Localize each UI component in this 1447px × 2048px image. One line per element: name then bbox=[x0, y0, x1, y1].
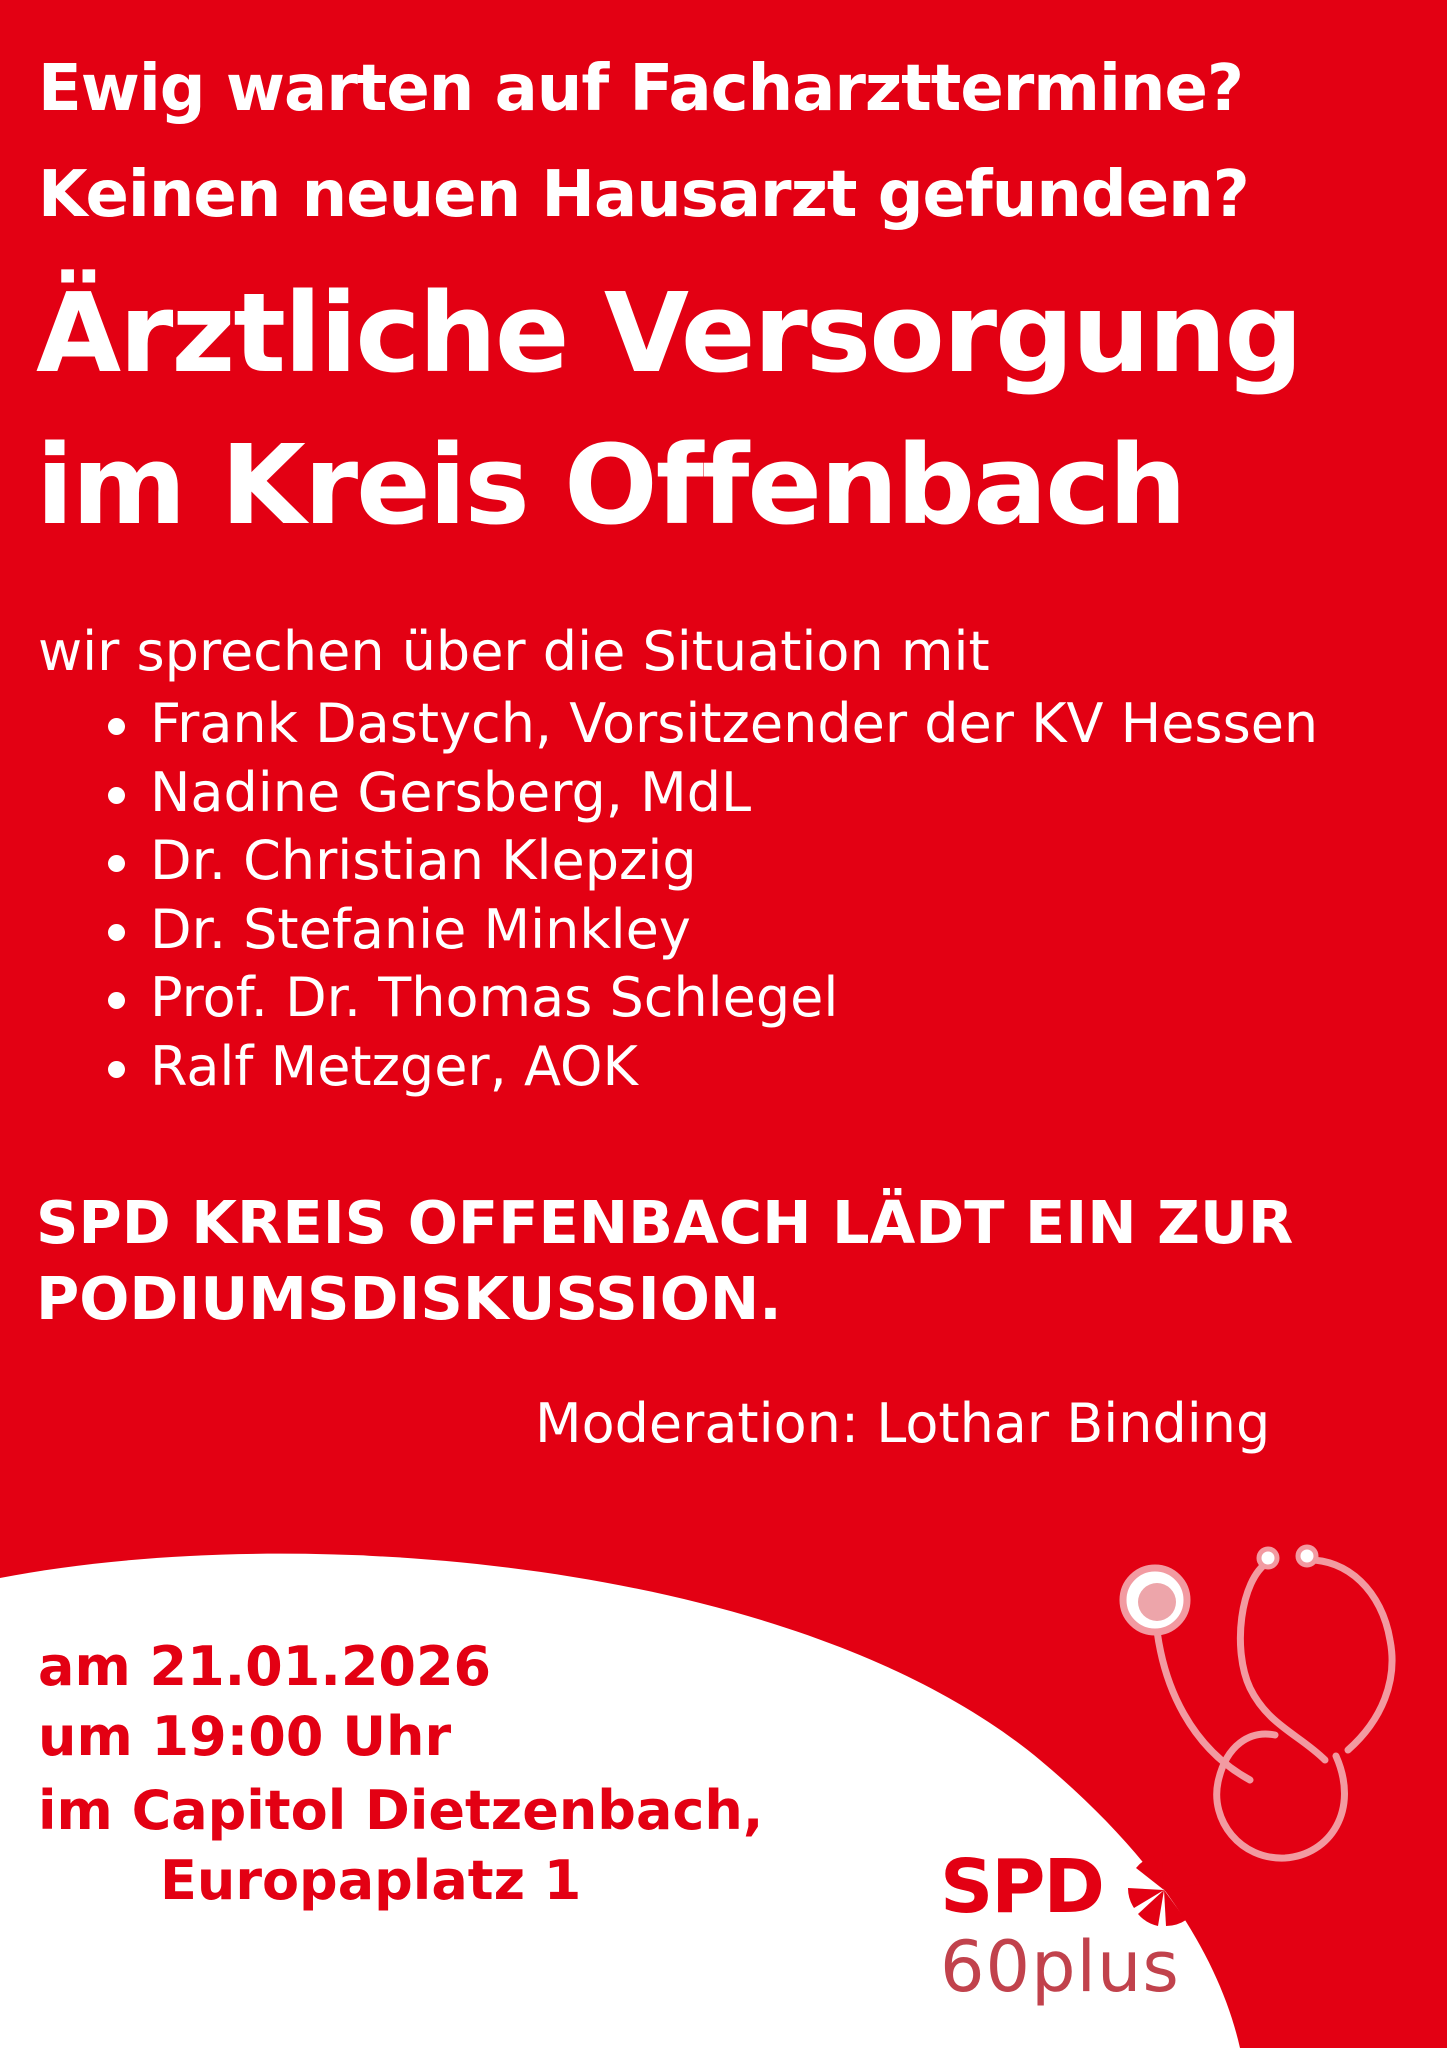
intro-text: wir sprechen über die Situation mit bbox=[38, 620, 990, 683]
event-venue: im Capitol Dietzenbach, bbox=[38, 1779, 764, 1842]
moderation-text: Moderation: Lothar Binding bbox=[535, 1392, 1271, 1455]
speaker-item: Frank Dastych, Vorsitzender der KV Hessen bbox=[150, 690, 1318, 759]
speaker-item: Prof. Dr. Thomas Schlegel bbox=[150, 964, 1318, 1033]
spd-60plus-text: 60plus bbox=[940, 1926, 1180, 2008]
speaker-item: Nadine Gersberg, MdL bbox=[150, 759, 1318, 828]
speaker-item: Dr. Stefanie Minkley bbox=[150, 896, 1318, 965]
invitation-text: SPD KREIS OFFENBACH LÄDT EIN ZUR PODIUMSDISKUSSION. bbox=[36, 1188, 1294, 1333]
event-address: Europaplatz 1 bbox=[160, 1849, 582, 1912]
event-time: um 19:00 Uhr bbox=[38, 1705, 452, 1768]
event-date: am 21.01.2026 bbox=[38, 1635, 492, 1698]
spd-logo-text: SPD bbox=[940, 1844, 1103, 1930]
headline-line-1: Ärztliche Versorgung bbox=[36, 269, 1302, 397]
question-specialist-appointments: Ewig warten auf Facharzttermine? bbox=[38, 52, 1243, 126]
speaker-item: Dr. Christian Klepzig bbox=[150, 827, 1318, 896]
stethoscope-icon bbox=[1100, 1520, 1420, 1880]
speaker-list bbox=[150, 690, 1318, 1101]
spd-sun-icon bbox=[1124, 1850, 1204, 1930]
speaker-item: Ralf Metzger, AOK bbox=[150, 1033, 1318, 1102]
headline-line-2: im Kreis Offenbach bbox=[36, 421, 1185, 549]
question-family-doctor: Keinen neuen Hausarzt gefunden? bbox=[38, 158, 1249, 232]
